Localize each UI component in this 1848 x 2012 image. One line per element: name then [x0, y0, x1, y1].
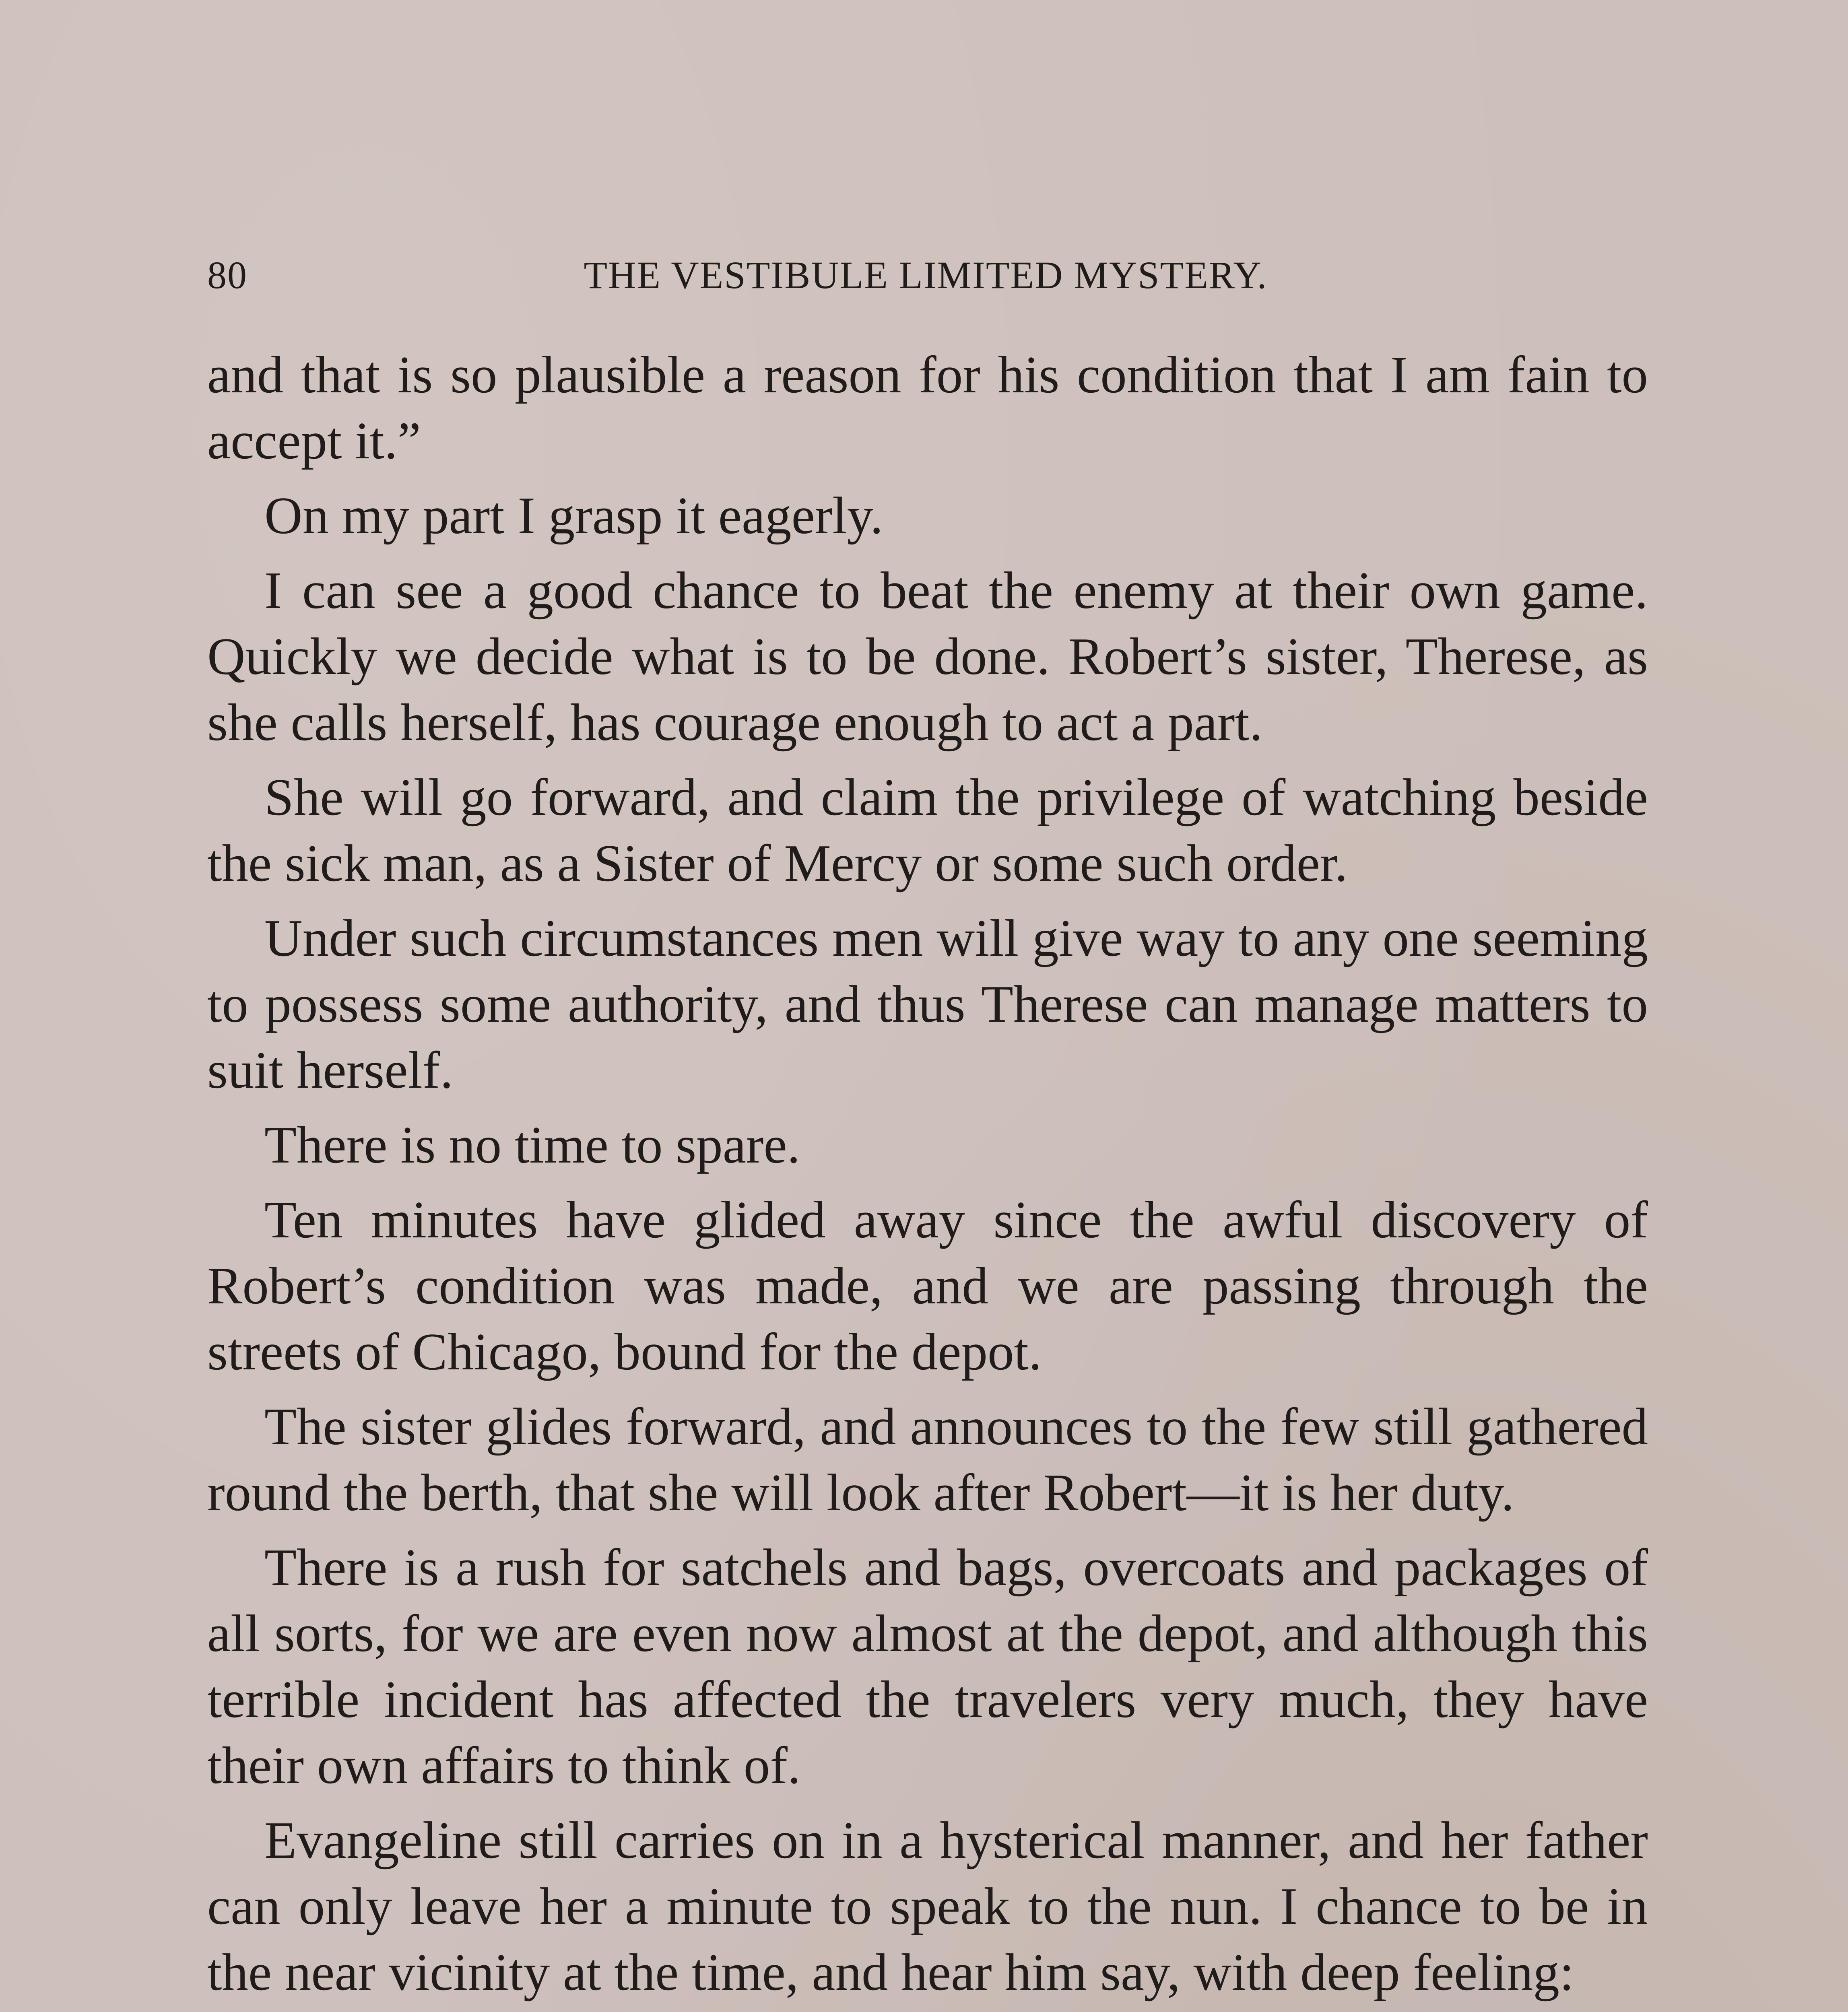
book-title: THE VESTIBULE LIMITED MYSTERY. — [584, 253, 1268, 297]
paragraph: On my part I grasp it eagerly. — [264, 487, 883, 545]
paragraph-continued: and that is so plausible a reason for his condition that I am fain to accept it.” — [207, 346, 1648, 470]
page-number: 80 — [207, 253, 248, 297]
paragraph: There is no time to spare. — [264, 1116, 800, 1174]
paragraph: I can see a good chance to beat the enemy at their own game. Quickly we decide what is to be done. Robert’s sister, Therese, as she calls herself, has courage enough to act a part. — [207, 561, 1648, 752]
paragraph: Evangeline still carries on in a hysterical manner, and her father can only leave her a minute to speak to the nun. I chance to be in the near vicinity at the time, and hear him say, with deep feeling: — [207, 1811, 1648, 2002]
paragraph: There is a rush for satchels and bags, overcoats and packages of all sorts, for we are even now almost at the depot, and although this terrible incident has affected the travelers very much, they have their own affairs to think of. — [207, 1538, 1648, 1795]
page-text — [207, 342, 1648, 2012]
paragraph: The sister glides forward, and announces to the few still gathered round the berth, that she will look after Robert—it is her duty. — [207, 1398, 1648, 1522]
paragraph: She will go forward, and claim the privilege of watching beside the sick man, as a Sister of Mercy or some such order. — [207, 768, 1648, 893]
paragraph: Under such circumstances men will give way to any one seeming to possess some authority, and thus Therese can manage matters to suit herself. — [207, 909, 1648, 1099]
running-head — [207, 249, 1644, 301]
paragraph: Ten minutes have glided away since the awful discovery of Robert’s condition was made, and we are passing through the streets of Chicago, bound for the depot. — [207, 1191, 1648, 1381]
